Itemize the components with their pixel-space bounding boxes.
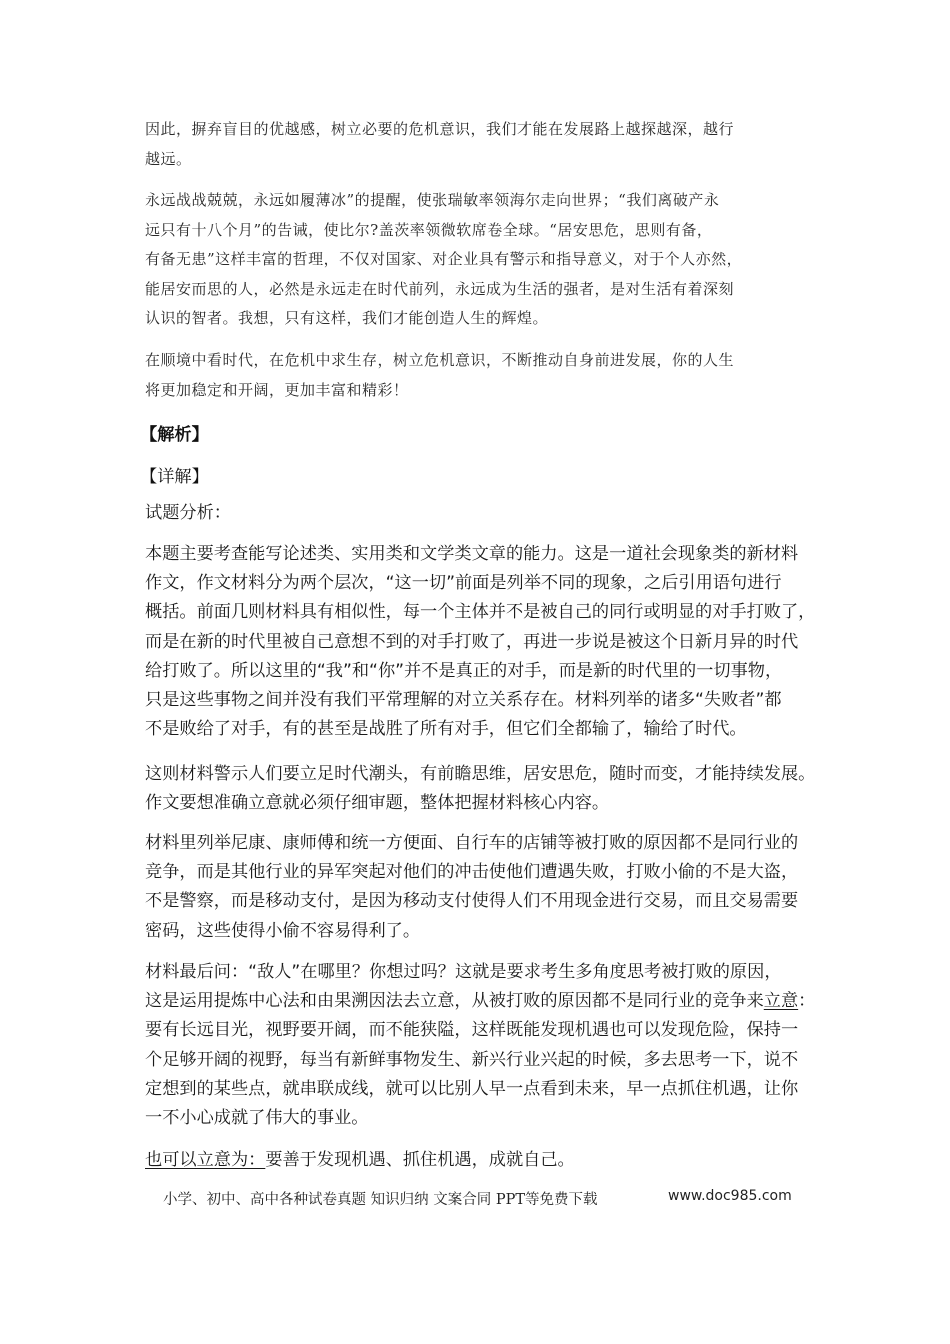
- footer-site: www.doc985.com: [668, 1188, 792, 1204]
- analysis-heading: 【解析】: [140, 425, 209, 445]
- essay-paragraph-3: 在顺境中看时代，在危机中求生存，树立危机意识，不断推动自身前进发展，你的人生 将更加稳定和开阔，更加丰富和精彩！: [145, 351, 735, 399]
- analysis-paragraph-4: [145, 958, 817, 1133]
- analysis-paragraph-3: 材料里列举尼康、康师傅和统一方便面、自行车的店铺等被打败的原因都不是同行业的 竞争，而是其他行业的异军突起对他们的冲击使他们遭遇失败，打败小偷的不是大盗， 不是警察，而是移动支付，是因为移动支付使得人们不用现金进行交易，而且交易需要 密码，这些使得小偷不容易得利了。: [145, 833, 799, 941]
- underlined-alt-intent: 也可以立意为：: [145, 1150, 266, 1170]
- analysis-paragraph-2: 这则材料警示人们要立足时代潮头，有前瞻思维，居安思危，随时而变，才能持续发展。 作文要想准确立意就必须仔细审题，整体把握材料核心内容。: [145, 764, 816, 814]
- essay-paragraph-1: 因此，摒弃盲目的优越感，树立必要的危机意识，我们才能在发展路上越探越深，越行 越远。: [145, 120, 735, 168]
- detail-heading: 【详解】: [140, 467, 209, 487]
- analysis-paragraph-5-tail: 要善于发现机遇、抓住机遇，成就自己。: [265, 1150, 575, 1170]
- analysis-paragraph-1: 本题主要考查能写论述类、实用类和文学类文章的能力。这是一道社会现象类的新材料 作文，作文材料分为两个层次，“这一切”前面是列举不同的现象，之后引用语句进行 概括。前面几则材料具有相似性，每一个主体并不是被自己的同行或明显的对手打败了， 而是在新的时代里被自己意想不到的对手打败了，再进一步说是被这个日新月异的时代 给打败了。所以这里的“我”和“你”并不是真正的对手，而是新的时代里的一切事物， 只是这些事物之间并没有我们平常理解的对立关系存在。材料列举的诸多“失败者”都 不是败给了对手，有的甚至是战胜了所有对手，但它们全都输了，输给了时代。: [145, 544, 816, 740]
- analysis-label: 试题分析：: [145, 503, 231, 523]
- analysis-paragraph-5: [145, 1146, 817, 1175]
- underlined-liyi: 立意: [763, 991, 799, 1012]
- essay-paragraph-2: 永远战战兢兢，永远如履薄冰”的提醒，使张瑞敏率领海尔走向世界；“我们离破产永 远只有十八个月”的告诫，使比尔?盖茨率领微软席卷全球。“居安思危，思则有备， 有备无患”这样丰富的哲理，不仅对国家、对企业具有警示和指导意义，对于个人亦然， 能居安而思的人，必然是永远走在时代前列，永远成为生活的强者，是对生活有着深刻 认识的智者。我想，只有这样，我们才能创造人生的辉煌。: [145, 191, 743, 327]
- analysis-paragraph-4-tail: ： 要有长远目光，视野要开阔，而不能狭隘，这样既能发现机遇也可以发现危险，保持一 个足够开阔的视野，每当有新鲜事物发生、新兴行业兴起的时候，多去思考一下，说不 定想到的某些点，就串联成线，就可以比别人早一点看到未来，早一点抓住机遇，让你 一不小心成就了伟大的事业。: [145, 991, 816, 1129]
- analysis-paragraph-4-head: 材料最后问：“敌人”在哪里？你想过吗？这就是要求考生多角度思考被打败的原因， 这是运用提炼中心法和由果溯因法去立意，从被打败的原因都不是同行业的竞争来: [145, 962, 782, 1012]
- page-footer: [163, 1188, 803, 1209]
- footer-text: 小学、初中、高中各种试卷真题 知识归纳 文案合同 PPT等免费下载: [163, 1192, 598, 1208]
